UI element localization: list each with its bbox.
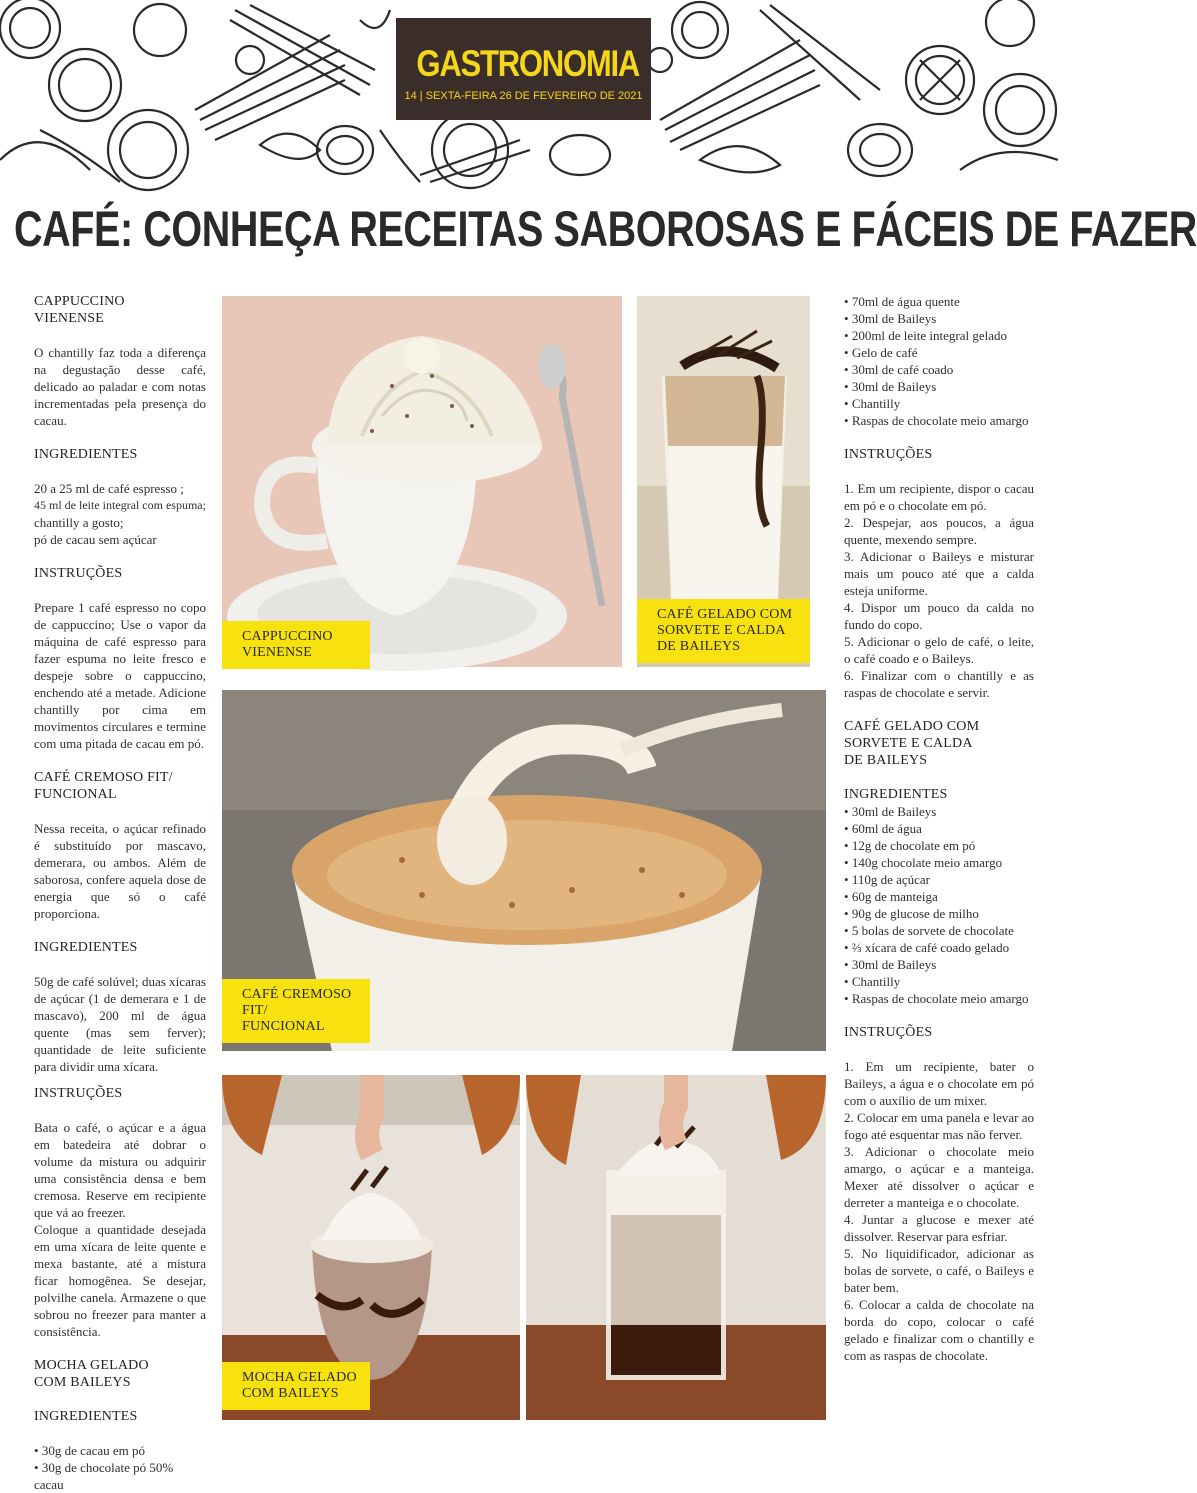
right-text-column — [844, 293, 1034, 1364]
photo-cafe-cremoso — [222, 690, 826, 1051]
list-item: 6. Finalizar com o chantilly e as raspas de chocolate e servir. — [844, 668, 1034, 700]
cremoso-instructions-1: Bata o café, o açúcar e a água em batedeira até dobrar o volume da mistura ou adquirir uma consistência densa e bem cremosa. Reserve em recipiente que vá ao freezer. — [34, 1120, 206, 1220]
cappuccino-instructions: Prepare 1 café espresso no copo de cappuccino; Use o vapor da máquina de café espresso para fazer espuma no leite fresco e despeje sobre o cappuccino, enchendo até a metade. Adicione chantilly por cima em movimentos circulares e termine com uma pitada de cacau em pó. — [34, 600, 206, 751]
list-item: • 30ml de Baileys — [844, 378, 1034, 395]
left-text-column — [34, 293, 206, 1493]
list-item: 2. Despejar, aos poucos, a água quente, mexendo sempre. — [844, 515, 1034, 547]
cremoso-ingredients: 50g de café solúvel; duas xícaras de açúcar (1 de demerara e 1 de mascavo), 200 ml de água quente (mas sem ferver); quantidade de leite suficiente para dividir uma xícara. — [34, 974, 206, 1074]
gelado-ingredients-list — [844, 803, 1034, 1007]
photo-mocha-gelado — [222, 1075, 520, 1420]
list-item: 5. No liquidificador, adicionar as bolas de sorvete, o café, o Baileys e bater bem. — [844, 1246, 1034, 1295]
recipe-title-mocha: MOCHA GELADO COM BAILEYS — [34, 1358, 149, 1390]
list-item: 3. Adicionar o Baileys e misturar mais um pouco até que a calda esteja uniforme. — [844, 549, 1034, 598]
mocha-ingredients-heading: INGREDIENTES — [34, 1409, 138, 1424]
list-item: 45 ml de leite integral com espuma; — [34, 498, 206, 512]
list-item: • Raspas de chocolate meio amargo — [844, 990, 1034, 1007]
list-item: • 70ml de água quente — [844, 293, 1034, 310]
list-item: 4. Juntar a glucose e mexer até dissolver. Reservar para esfriar. — [844, 1212, 1034, 1244]
recipe-title-cappuccino: CAPPUCCINO VIENENSE — [34, 294, 125, 326]
cappuccino-intro: O chantilly faz toda a diferença na degustação desse café, delicado ao paladar e com notas incrementadas pela presença do cacau. — [34, 345, 206, 428]
list-item: chantilly a gosto; — [34, 515, 124, 530]
list-item: • 200ml de leite integral gelado — [844, 327, 1034, 344]
caption-cappuccino: CAPPUCCINO VIENENSE — [222, 621, 370, 669]
recipe-title-gelado: CAFÉ GELADO COM SORVETE E CALDA DE BAILEYS — [844, 719, 980, 768]
list-item: • 30g de chocolate pó 50% cacau — [34, 1459, 206, 1493]
list-item: • 30g de cacau em pó — [34, 1442, 206, 1459]
gelado-ingredients-heading: INGREDIENTES — [844, 787, 948, 802]
list-item: • 60g de manteiga — [844, 888, 1034, 905]
section-title: GASTRONOMIA — [416, 43, 640, 84]
list-item: 2. Colocar em uma panela e levar ao fogo até esquentar mas não ferver. — [844, 1110, 1034, 1142]
mocha-instructions-heading: INSTRUÇÕES — [844, 447, 933, 462]
photo-cappuccino-vienense — [222, 296, 622, 667]
issue-date-line: 14 | SEXTA-FEIRA 26 DE FEVEREIRO DE 2021 — [404, 90, 643, 102]
list-item: • ⅔ xícara de café coado gelado — [844, 939, 1034, 956]
cremoso-instructions-heading: INSTRUÇÕES — [34, 1086, 123, 1101]
list-item: • 12g de chocolate em pó — [844, 837, 1034, 854]
list-item: 5. Adicionar o gelo de café, o leite, o café coado e o Baileys. — [844, 634, 1034, 666]
caption-cafe-gelado: CAFÉ GELADO COM SORVETE E CALDA DE BAILEYS — [637, 599, 810, 663]
cappuccino-instructions-heading: INSTRUÇÕES — [34, 566, 123, 581]
list-item: • Chantilly — [844, 973, 1034, 990]
list-item: • 140g chocolate meio amargo — [844, 854, 1034, 871]
cremoso-instructions-2: Coloque a quantidade desejada em uma xícara de leite quente e mexa bastante, até a mistura ficar homogênea. Se desejar, polvilhe canela. Armazene o que sobrou no freezer para manter a consistência. — [34, 1222, 206, 1339]
cappuccino-ingredients-list — [34, 480, 206, 548]
mocha-ingredients-list — [34, 1442, 206, 1493]
page-headline: CAFÉ: CONHEÇA RECEITAS SABOROSAS E FÁCEIS DE FAZER — [14, 201, 1197, 257]
cappuccino-ingredients-heading: INGREDIENTES — [34, 447, 138, 462]
list-item: • 110g de açúcar — [844, 871, 1034, 888]
list-item: • Gelo de café — [844, 344, 1034, 361]
list-item: • Chantilly — [844, 395, 1034, 412]
list-item: • 30ml de Baileys — [844, 803, 1034, 820]
list-item: • 60ml de água — [844, 820, 1034, 837]
cremoso-ingredients-heading: INGREDIENTES — [34, 940, 138, 955]
mocha-ingredients-continued — [844, 293, 1034, 429]
section-label-box — [396, 18, 651, 120]
header-illustration-band — [0, 0, 1058, 182]
list-item: 20 a 25 ml de café espresso ; — [34, 481, 184, 496]
gelado-instructions-heading: INSTRUÇÕES — [844, 1025, 933, 1040]
photo-mocha-gelado-2 — [526, 1075, 826, 1420]
list-item: pó de cacau sem açúcar — [34, 532, 157, 547]
list-item: 6. Colocar a calda de chocolate na borda do copo, colocar o café gelado e finalizar com o chantilly e com as raspas de chocolate. — [844, 1297, 1034, 1363]
cremoso-intro: Nessa receita, o açúcar refinado é substituído por mascavo, demerara, ou ambos. Além de saborosa, confere aquela dose de energia que só o café proporciona. — [34, 821, 206, 921]
mocha-instructions-list — [844, 480, 1034, 701]
list-item: • 30ml de Baileys — [844, 956, 1034, 973]
photo-cafe-gelado — [637, 296, 810, 667]
list-item: 1. Em um recipiente, bater o Baileys, a água e o chocolate em pó com o auxílio de um mixer. — [844, 1059, 1034, 1108]
caption-cafe-cremoso: CAFÉ CREMOSO FIT/ FUNCIONAL — [222, 979, 370, 1043]
list-item: • Raspas de chocolate meio amargo — [844, 412, 1034, 429]
caption-mocha-gelado: MOCHA GELADO COM BAILEYS — [222, 1362, 370, 1410]
list-item: • 30ml de café coado — [844, 361, 1034, 378]
list-item: • 90g de glucose de milho — [844, 905, 1034, 922]
recipe-title-cremoso: CAFÉ CREMOSO FIT/ FUNCIONAL — [34, 770, 173, 802]
list-item: • 30ml de Baileys — [844, 310, 1034, 327]
list-item: 1. Em um recipiente, dispor o cacau em pó e o chocolate em pó. — [844, 481, 1034, 513]
list-item: 4. Dispor um pouco da calda no fundo do copo. — [844, 600, 1034, 632]
gelado-instructions-list — [844, 1058, 1034, 1364]
list-item: 3. Adicionar o chocolate meio amargo, o açúcar e a manteiga. Mexer até dissolver o açúcar e derreter a manteiga e o chocolate. — [844, 1144, 1034, 1210]
list-item: • 5 bolas de sorvete de chocolate — [844, 922, 1034, 939]
